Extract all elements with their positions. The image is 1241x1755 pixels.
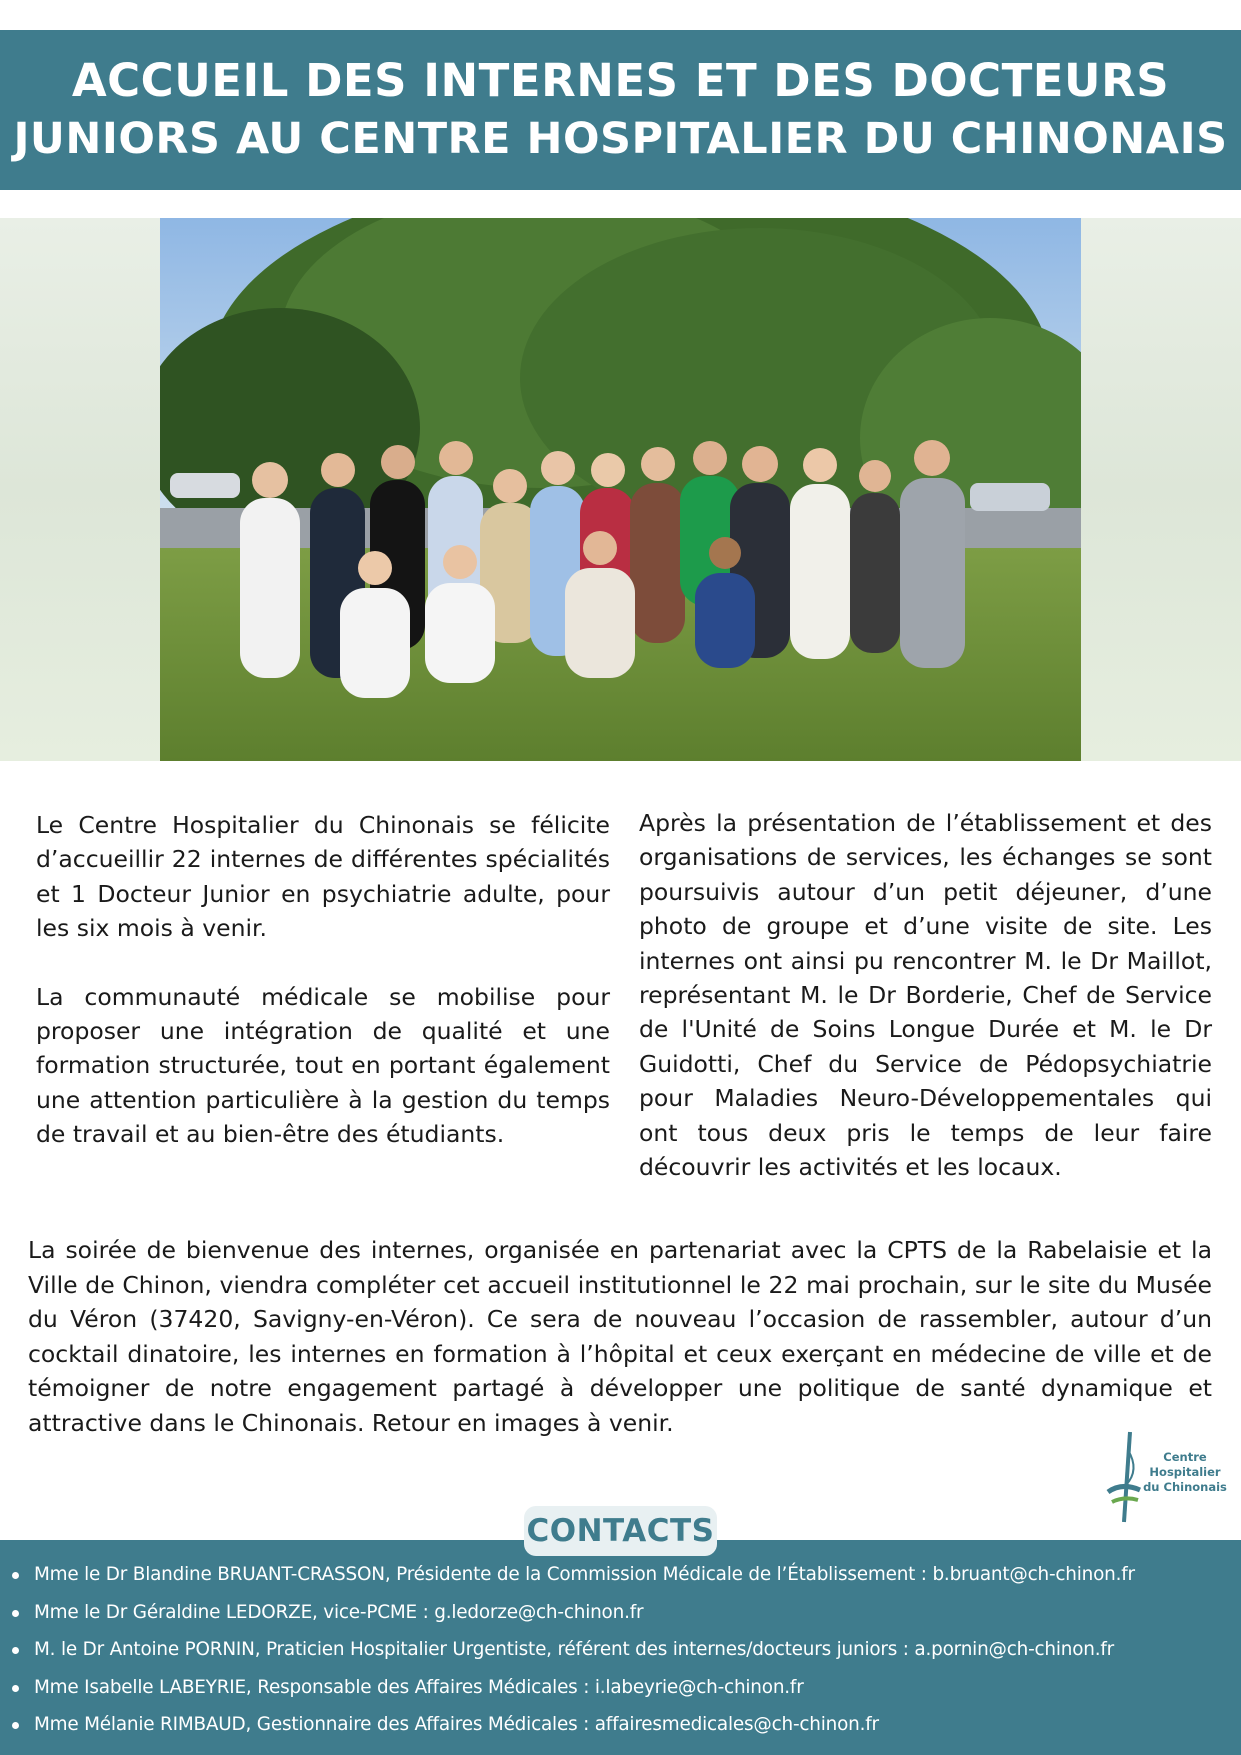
article-full-width bbox=[28, 1233, 1212, 1441]
photo-faded-left bbox=[0, 218, 160, 761]
page-title-line-1: ACCUEIL DES INTERNES ET DES DOCTEURS bbox=[71, 54, 1170, 107]
contact-item: Mme Isabelle LABEYRIE, Responsable des Affaires Médicales : i.labeyrie@ch-chinon.fr bbox=[12, 1669, 1237, 1707]
bullet-icon bbox=[12, 1685, 19, 1692]
contact-item: Mme le Dr Géraldine LEDORZE, vice-PCME : g.ledorze@ch-chinon.fr bbox=[12, 1594, 1237, 1632]
bullet-icon bbox=[12, 1610, 19, 1617]
contact-item: Mme Mélanie RIMBAUD, Gestionnaire des Affaires Médicales : affairesmedicales@ch-chinon.fr bbox=[12, 1706, 1237, 1744]
left-paragraph-1: Le Centre Hospitalier du Chinonais se félicite d’accueillir 22 internes de différentes spécialités et 1 Docteur Junior en psychiatrie adulte, pour les six mois à venir. bbox=[36, 811, 610, 943]
bullet-icon bbox=[12, 1572, 19, 1579]
page-title-line-2: JUNIORS AU CENTRE HOSPITALIER DU CHINONAIS bbox=[13, 114, 1228, 164]
contact-item: Mme le Dr Blandine BRUANT-CRASSON, Présidente de la Commission Médicale de l’Établissement : b.bruant@ch-chinon.fr bbox=[12, 1556, 1237, 1594]
contact-item: M. le Dr Antoine PORNIN, Praticien Hospitalier Urgentiste, référent des internes/docteurs juniors : a.pornin@ch-chinon.fr bbox=[12, 1631, 1237, 1669]
hospital-logo bbox=[1100, 1430, 1230, 1525]
article-left-column bbox=[36, 808, 610, 1152]
photo-strip bbox=[0, 218, 1241, 761]
group-photo bbox=[160, 218, 1081, 761]
title-banner bbox=[0, 30, 1241, 190]
photo-faded-right bbox=[1081, 218, 1241, 761]
bullet-icon bbox=[12, 1722, 19, 1729]
logo-text: Centre Hospitalier du Chinonais bbox=[1143, 1450, 1227, 1494]
bullet-icon bbox=[12, 1647, 19, 1654]
right-paragraph: Après la présentation de l’établissement et des organisations de services, les échanges se sont poursuivis autour d’un petit déjeuner, d’une photo de groupe et d’une visite de site. Les internes ont ainsi pu rencontrer M. le Dr Maillot, représentant M. le Dr Borderie, Chef de Service de l'Unité de Soins Longue Durée et M. le Dr Guidotti, Chef du Service de Pédopsychiatrie pour Maladies Neuro-Développementales qui ont tous deux pris le temps de leur faire découvrir les activités et les locaux. bbox=[639, 809, 1212, 1182]
contacts-panel bbox=[0, 1540, 1241, 1755]
full-paragraph: La soirée de bienvenue des internes, organisée en partenariat avec la CPTS de la Rabelaisie et la Ville de Chinon, viendra compléter cet accueil institutionnel le 22 mai prochain, sur le site du Musée du Véron (37420, Savigny-en-Véron). Ce sera de nouveau l’occasion de rassembler, autour d’un cocktail dinatoire, les internes en formation à l’hôpital et ceux exerçant en médecine de ville et de témoigner de notre engagement partagé à développer une politique de santé dynamique et attractive dans le Chinonais. Retour en images à venir. bbox=[28, 1236, 1212, 1437]
left-paragraph-2: La communauté médicale se mobilise pour proposer une intégration de qualité et une formation structurée, tout en portant également une attention particulière à la gestion du temps de travail et au bien-être des étudiants. bbox=[36, 982, 610, 1149]
contacts-list bbox=[12, 1556, 1237, 1744]
contacts-heading: CONTACTS bbox=[524, 1506, 717, 1556]
article-right-column bbox=[639, 806, 1212, 1184]
